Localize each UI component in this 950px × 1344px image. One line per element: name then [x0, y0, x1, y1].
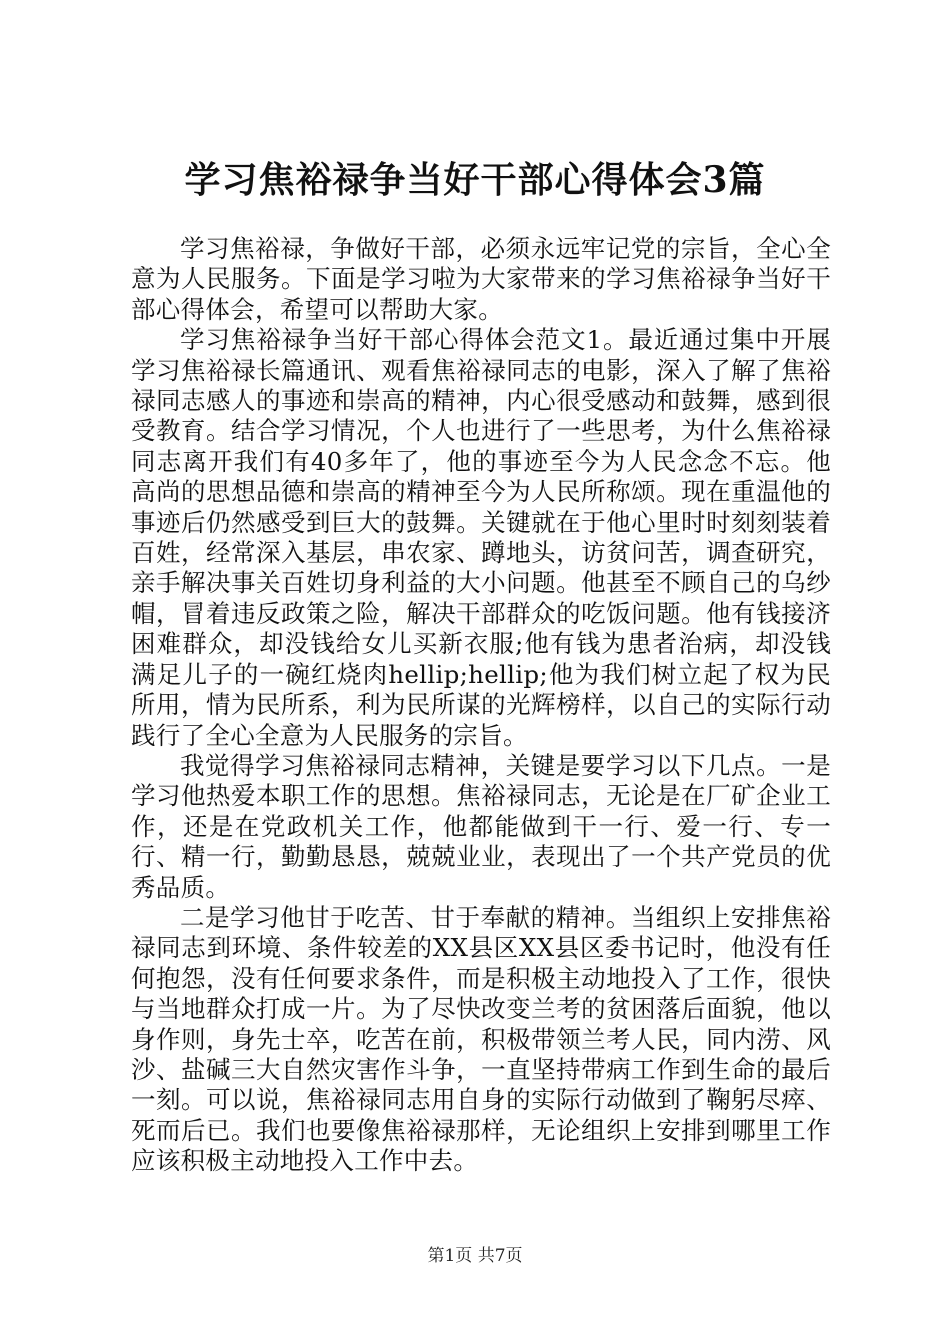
paragraph-point-1: 我觉得学习焦裕禄同志精神，关键是要学习以下几点。一是学习他热爱本职工作的思想。焦裕禄同志，无论是在厂矿企业工作，还是在党政机关工作，他都能做到干一行、爱一行、专一行、精一行，勤勤恳恳，兢兢业业，表现出了一个共产党员的优秀品质。	[131, 750, 831, 902]
paragraph-essay-1: 学习焦裕禄争当好干部心得体会范文1。最近通过集中开展学习焦裕禄长篇通讯、观看焦裕禄同志的电影，深入了解了焦裕禄同志感人的事迹和崇高的精神，内心很受感动和鼓舞，感到很受教育。结合学习情况，个人也进行了一些思考，为什么焦裕禄同志离开我们有40多年了，他的事迹至今为人民念念不忘。他高尚的思想品德和崇高的精神至今为人民所称颂。现在重温他的事迹后仍然感受到巨大的鼓舞。关键就在于他心里时时刻刻装着百姓，经常深入基层，串农家、蹲地头，访贫问苦，调查研究，亲手解决事关百姓切身利益的大小问题。他甚至不顾自己的乌纱帽，冒着违反政策之险，解决干部群众的吃饭问题。他有钱接济困难群众，却没钱给女儿买新衣服;他有钱为患者治病，却没钱满足儿子的一碗红烧肉hellip;hellip;他为我们树立起了权为民所用，情为民所系，利为民所谋的光辉榜样，以自己的实际行动践行了全心全意为人民服务的宗旨。	[131, 325, 831, 750]
document-title: 学习焦裕禄争当好干部心得体会3篇	[184, 159, 766, 201]
page-number-footer: 第1页 共7页	[427, 1246, 523, 1266]
paragraph-point-2: 二是学习他甘于吃苦、甘于奉献的精神。当组织上安排焦裕禄同志到环境、条件较差的XX县区XX县区委书记时，他没有任何抱怨，没有任何要求条件，而是积极主动地投入了工作，很快与当地群众打成一片。为了尽快改变兰考的贫困落后面貌，他以身作则，身先士卒，吃苦在前，积极带领兰考人民，同内涝、风沙、盐碱三大自然灾害作斗争，一直坚持带病工作到生命的最后一刻。可以说，焦裕禄同志用自身的实际行动做到了鞠躬尽瘁、死而后已。我们也要像焦裕禄那样，无论组织上安排到哪里工作应该积极主动地投入工作中去。	[131, 902, 831, 1176]
paragraph-intro: 学习焦裕禄，争做好干部，必须永远牢记党的宗旨，全心全意为人民服务。下面是学习啦为大家带来的学习焦裕禄争当好干部心得体会，希望可以帮助大家。	[131, 234, 831, 324]
document-body	[131, 234, 831, 1177]
